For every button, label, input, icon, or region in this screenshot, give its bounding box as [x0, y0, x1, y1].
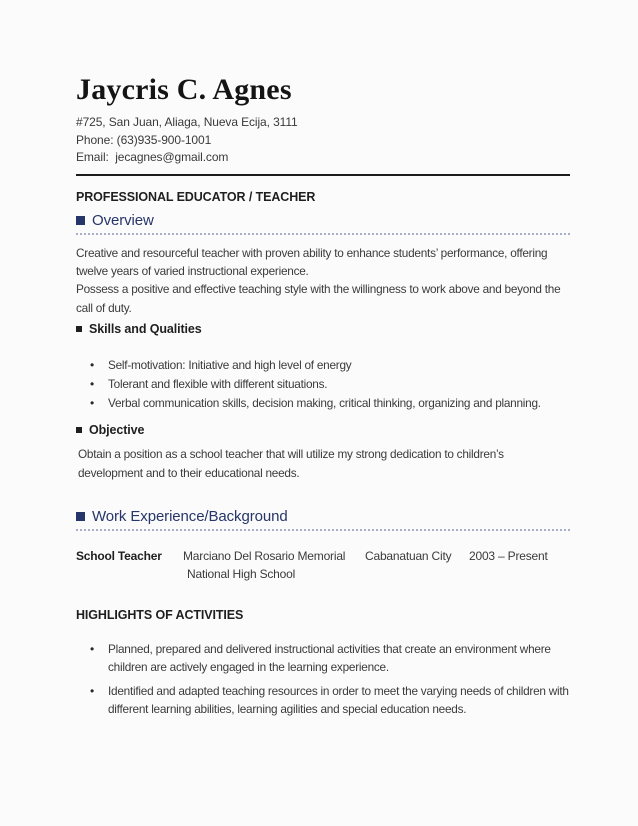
bullet-icon: •: [90, 358, 94, 373]
address-line: #725, San Juan, Aliaga, Nueva Ecija, 3111: [76, 115, 298, 129]
contact-block: [76, 114, 570, 167]
entry-location: Cabanatuan City: [365, 548, 452, 563]
bullet-icon: •: [90, 641, 94, 656]
skills-heading: [76, 322, 570, 336]
entry-role: School Teacher: [76, 548, 162, 563]
entry-organization-line2: National High School: [187, 567, 296, 582]
objective-heading: [76, 423, 570, 437]
experience-heading: [76, 508, 570, 531]
overview-heading: [76, 212, 570, 235]
experience-heading-label: Work Experience/Background: [92, 507, 288, 525]
overview-paragraph-2: Possess a positive and effective teaching style with the willingness to work above and beyond the call of duty.: [76, 282, 561, 315]
entry-dates: 2003 – Present: [469, 548, 548, 563]
list-item: [76, 640, 570, 677]
bullet-icon: •: [90, 377, 94, 392]
skill-item-text: Tolerant and flexible with different situations.: [108, 377, 328, 392]
bullet-icon: •: [90, 396, 94, 411]
list-item: [76, 356, 570, 375]
email-line: Email: jecagnes@gmail.com: [76, 150, 229, 164]
skill-item-text: Verbal communication skills, decision making, critical thinking, organizing and planning.: [108, 396, 541, 411]
black-square-icon: [76, 427, 82, 433]
list-item: [76, 394, 570, 413]
navy-square-icon: [76, 216, 85, 225]
person-name: Jaycris C. Agnes: [76, 73, 292, 106]
skills-list: [76, 356, 570, 413]
list-item: [76, 682, 570, 719]
header-divider: [76, 174, 570, 176]
document-title: PROFESSIONAL EDUCATOR / TEACHER: [76, 189, 316, 204]
phone-line: Phone: (63)935-900-1001: [76, 132, 212, 147]
overview-paragraphs: [76, 244, 570, 318]
entry-organization-line1: Marciano Del Rosario Memorial: [183, 548, 346, 563]
overview-paragraph-1: Creative and resourceful teacher with proven ability to enhance students’ performance, offering twelve years of varied instructional experience.: [76, 245, 548, 278]
overview-heading-label: Overview: [92, 211, 154, 229]
highlight-item-text: Identified and adapted teaching resources in order to meet the varying needs of children with different learning abilities, learning agilities and special education needs.: [108, 683, 569, 717]
bullet-icon: •: [90, 683, 94, 698]
navy-square-icon: [76, 512, 85, 521]
objective-text: Obtain a position as a school teacher that will utilize my strong dedication to children’s development and to their educational needs.: [78, 447, 504, 480]
black-square-icon: [76, 326, 82, 332]
highlight-item-text: Planned, prepared and delivered instructional activities that create an environment where children are actively engaged in the learning experience.: [108, 641, 551, 675]
list-item: [76, 375, 570, 394]
objective-heading-label: Objective: [89, 423, 145, 438]
highlights-list: [76, 640, 570, 719]
skill-item-text: Self-motivation: Initiative and high level of energy: [108, 358, 352, 373]
entry-organization: [183, 547, 365, 584]
skills-heading-label: Skills and Qualities: [89, 322, 202, 337]
highlights-heading: HIGHLIGHTS OF ACTIVITIES: [76, 607, 244, 622]
experience-entry-row: [76, 547, 570, 584]
